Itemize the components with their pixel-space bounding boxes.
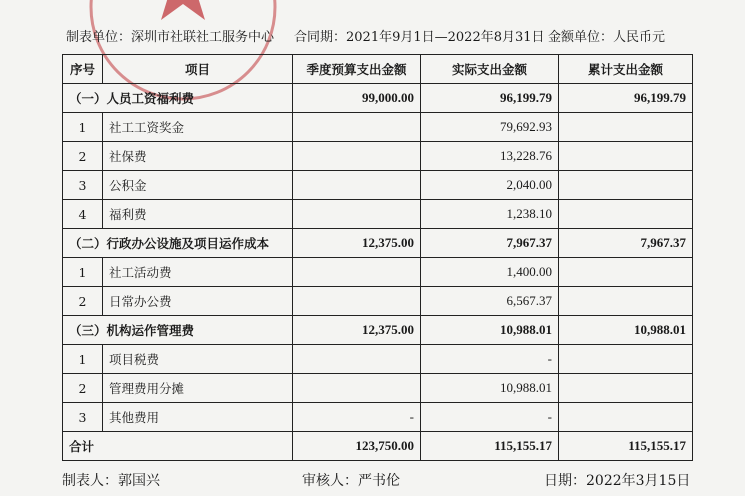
row-index: 1 xyxy=(63,345,103,374)
row-item-name: 项目税费 xyxy=(103,345,293,374)
actual-cell: 96,199.79 xyxy=(421,84,559,113)
budget-cell: 123,750.00 xyxy=(293,432,421,461)
budget-cell xyxy=(293,258,421,287)
total-cell xyxy=(559,345,693,374)
budget-cell xyxy=(293,287,421,316)
table-row xyxy=(63,171,693,200)
col-header-total: 累计支出金额 xyxy=(559,55,693,84)
budget-cell xyxy=(293,200,421,229)
row-item-name: 社工活动费 xyxy=(103,258,293,287)
budget-cell xyxy=(293,345,421,374)
table-row xyxy=(63,403,693,432)
budget-cell: 12,375.00 xyxy=(293,316,421,345)
date-label: 日期：2022年3月15日 xyxy=(544,473,691,489)
row-index: 1 xyxy=(63,113,103,142)
total-cell xyxy=(559,258,693,287)
actual-cell: 10,988.01 xyxy=(421,374,559,403)
table-row xyxy=(63,345,693,374)
actual-cell: 10,988.01 xyxy=(421,316,559,345)
document-header xyxy=(66,26,716,48)
row-index: 3 xyxy=(63,171,103,200)
col-header-index: 序号 xyxy=(63,55,103,84)
col-header-budget: 季度预算支出金额 xyxy=(293,55,421,84)
table-row xyxy=(63,142,693,171)
budget-cell: - xyxy=(293,403,421,432)
total-cell xyxy=(559,403,693,432)
row-item-name: 社保费 xyxy=(103,142,293,171)
budget-cell xyxy=(293,142,421,171)
total-cell xyxy=(559,171,693,200)
table-row xyxy=(63,287,693,316)
total-cell: 10,988.01 xyxy=(559,316,693,345)
row-index: 2 xyxy=(63,142,103,171)
section-title: （一）人员工资福利费 xyxy=(63,84,293,113)
total-cell: 7,967.37 xyxy=(559,229,693,258)
total-cell xyxy=(559,200,693,229)
sum-label: 合计 xyxy=(63,432,293,461)
unit-label: 制表单位：深圳市社联社工服务中心 xyxy=(66,30,275,45)
table-row-section-2 xyxy=(63,229,693,258)
currency-label: 金额单位：人民币元 xyxy=(548,30,666,45)
budget-cell xyxy=(293,113,421,142)
row-index: 2 xyxy=(63,374,103,403)
actual-cell: 1,400.00 xyxy=(421,258,559,287)
row-item-name: 其他费用 xyxy=(103,403,293,432)
actual-cell: 2,040.00 xyxy=(421,171,559,200)
seal-star-icon xyxy=(147,0,219,20)
actual-cell: 79,692.93 xyxy=(421,113,559,142)
budget-cell: 99,000.00 xyxy=(293,84,421,113)
actual-cell: 115,155.17 xyxy=(421,432,559,461)
period-label: 合同期：2021年9月1日—2022年8月31日 xyxy=(294,30,545,45)
col-header-item: 项目 xyxy=(103,55,293,84)
actual-cell: 7,967.37 xyxy=(421,229,559,258)
actual-cell: 6,567.37 xyxy=(421,287,559,316)
table-row xyxy=(63,113,693,142)
budget-cell xyxy=(293,374,421,403)
row-item-name: 管理费用分摊 xyxy=(103,374,293,403)
actual-cell: - xyxy=(421,345,559,374)
table-row xyxy=(63,200,693,229)
table-row-section-1 xyxy=(63,84,693,113)
reviewer-label: 审核人：严书伦 xyxy=(302,473,400,489)
section-title: （三）机构运作管理费 xyxy=(63,316,293,345)
total-cell: 96,199.79 xyxy=(559,84,693,113)
total-cell xyxy=(559,374,693,403)
row-item-name: 公积金 xyxy=(103,171,293,200)
actual-cell: - xyxy=(421,403,559,432)
col-header-actual: 实际支出金额 xyxy=(421,55,559,84)
row-index: 4 xyxy=(63,200,103,229)
table-row-sum xyxy=(63,432,693,461)
total-cell xyxy=(559,113,693,142)
table-row xyxy=(63,258,693,287)
row-index: 2 xyxy=(63,287,103,316)
row-index: 1 xyxy=(63,258,103,287)
total-cell xyxy=(559,287,693,316)
table-header-row xyxy=(63,55,693,84)
total-cell xyxy=(559,142,693,171)
total-cell: 115,155.17 xyxy=(559,432,693,461)
row-item-name: 社工工资奖金 xyxy=(103,113,293,142)
row-item-name: 福利费 xyxy=(103,200,293,229)
table-row-section-3 xyxy=(63,316,693,345)
budget-cell: 12,375.00 xyxy=(293,229,421,258)
actual-cell: 13,228.76 xyxy=(421,142,559,171)
section-title: （二）行政办公设施及项目运作成本 xyxy=(63,229,293,258)
budget-cell xyxy=(293,171,421,200)
table-row xyxy=(63,374,693,403)
expense-table xyxy=(62,54,693,461)
document-footer xyxy=(62,470,702,492)
actual-cell: 1,238.10 xyxy=(421,200,559,229)
preparer-label: 制表人：郭国兴 xyxy=(62,473,160,489)
row-index: 3 xyxy=(63,403,103,432)
row-item-name: 日常办公费 xyxy=(103,287,293,316)
